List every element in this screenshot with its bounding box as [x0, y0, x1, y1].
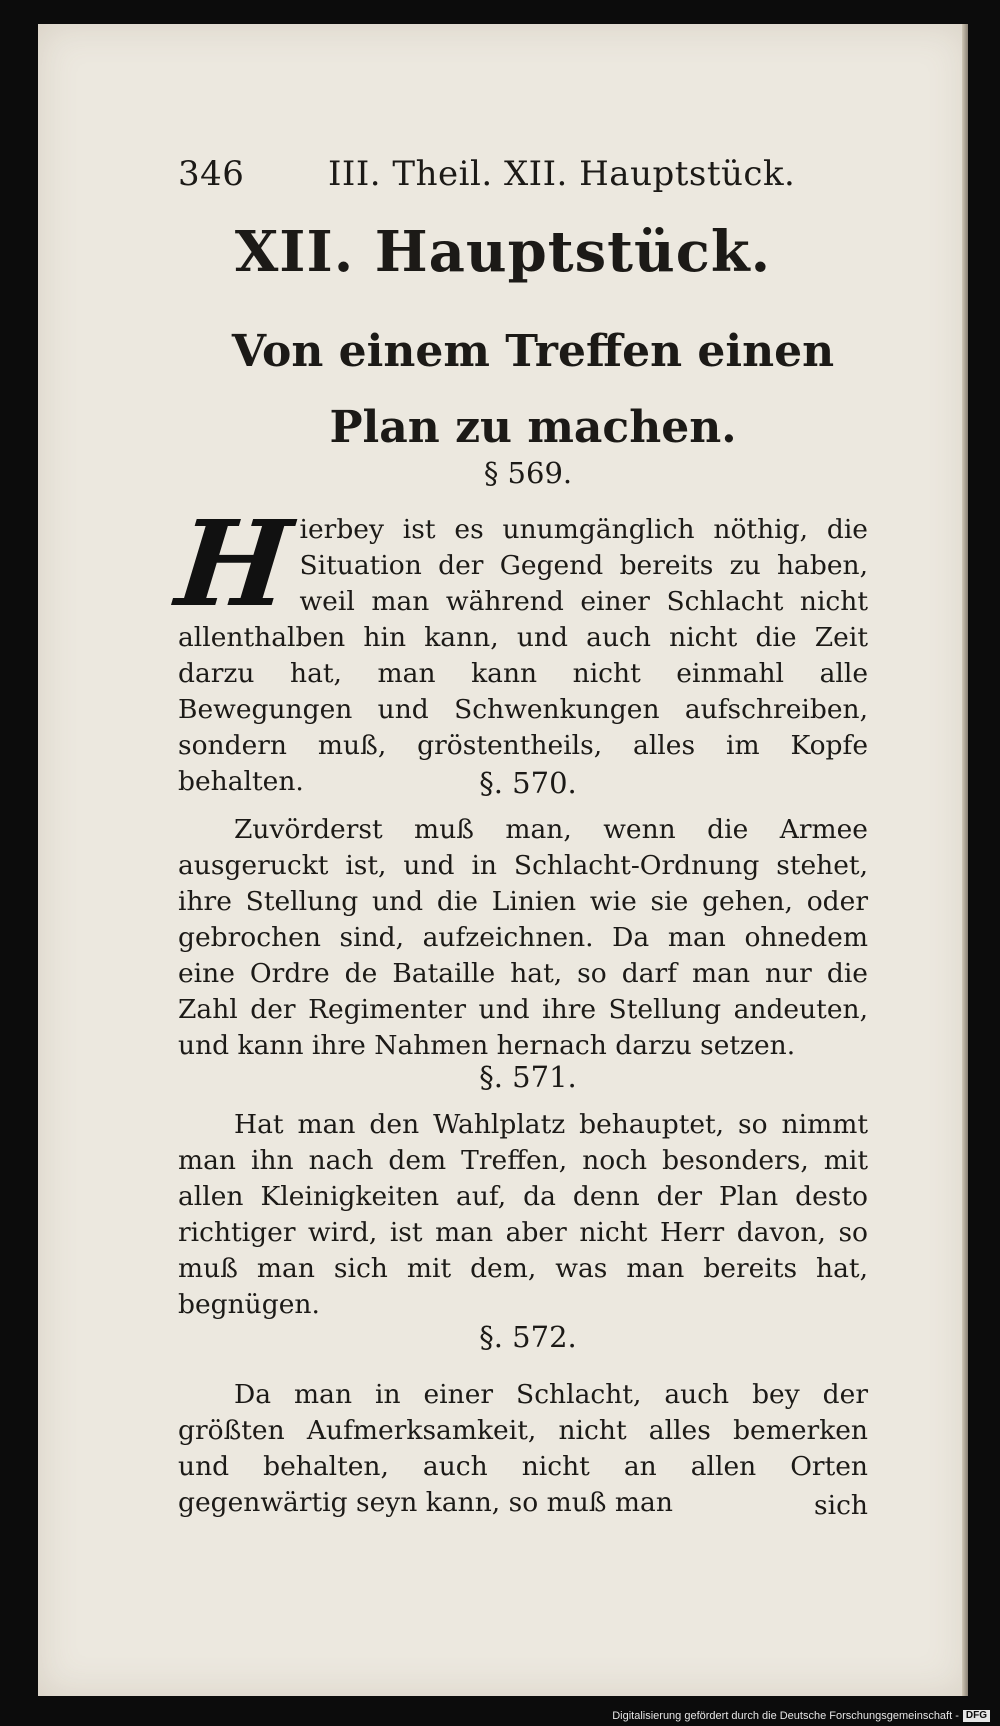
running-head: [178, 154, 838, 194]
section-mark-569: § 569.: [483, 456, 573, 490]
page-number: 346: [178, 154, 245, 194]
paragraph-text: Da man in einer Schlacht, auch bey der größten Aufmerksamkeit, nicht alles bemerken und behalten, auch nicht an allen Orten gegenwärtig seyn kann, so muß man: [178, 1379, 868, 1518]
digitization-credit: [612, 1710, 990, 1722]
paragraph-text: Hat man den Wahlplatz behauptet, so nimmt man ihn nach dem Treffen, noch besonders, mit allen Kleinigkeiten auf, da denn der Plan desto richtiger wird, ist man aber nicht Herr davon, so muß man sich mit dem, was man bereits hat, begnügen.: [178, 1109, 868, 1320]
catchword: sich: [814, 1490, 868, 1521]
credit-text: Digitalisierung gefördert durch die Deutsche Forschungsgemeinschaft -: [612, 1710, 959, 1722]
book-page: [38, 24, 968, 1696]
paragraph-570: [178, 812, 868, 1064]
section-mark-570: §. 570.: [479, 766, 577, 800]
paragraph-571: [178, 1107, 868, 1323]
section-mark-572: §. 572.: [479, 1320, 577, 1354]
section-mark-571: §. 571.: [479, 1060, 577, 1094]
paragraph-text: Zuvörderst muß man, wenn die Armee ausgeruckt ist, und in Schlacht-Ordnung stehet, ihre Stellung und die Linien wie sie gehen, oder gebrochen sind, aufzeichnen. Da man ohnedem eine Ordre de Bataille hat, so darf man nur die Zahl der Regimenter und ihre Stellung andeuten, und kann ihre Nahmen hernach darzu setzen.: [178, 814, 868, 1061]
chapter-subtitle: Von einem Treffen einen Plan zu machen.: [231, 326, 835, 453]
paragraph-569: [170, 494, 868, 800]
dfg-logo: DFG: [963, 1710, 990, 1722]
drop-cap: H: [170, 494, 297, 633]
paragraph-text: ierbey ist es unumgänglich nöthig, die Situation der Gegend bereits zu haben, weil man während einer Schlacht nicht allenthalben hin kann, und auch nicht die Zeit darzu hat, man kann nicht einmahl alle Bewegungen und Schwenkungen aufschreiben, sondern muß, gröstentheils, alles im Kopfe behalten.: [178, 514, 868, 797]
running-head-title: III. Theil. XII. Hauptstück.: [328, 154, 796, 194]
chapter-title: XII. Hauptstück.: [234, 219, 772, 285]
